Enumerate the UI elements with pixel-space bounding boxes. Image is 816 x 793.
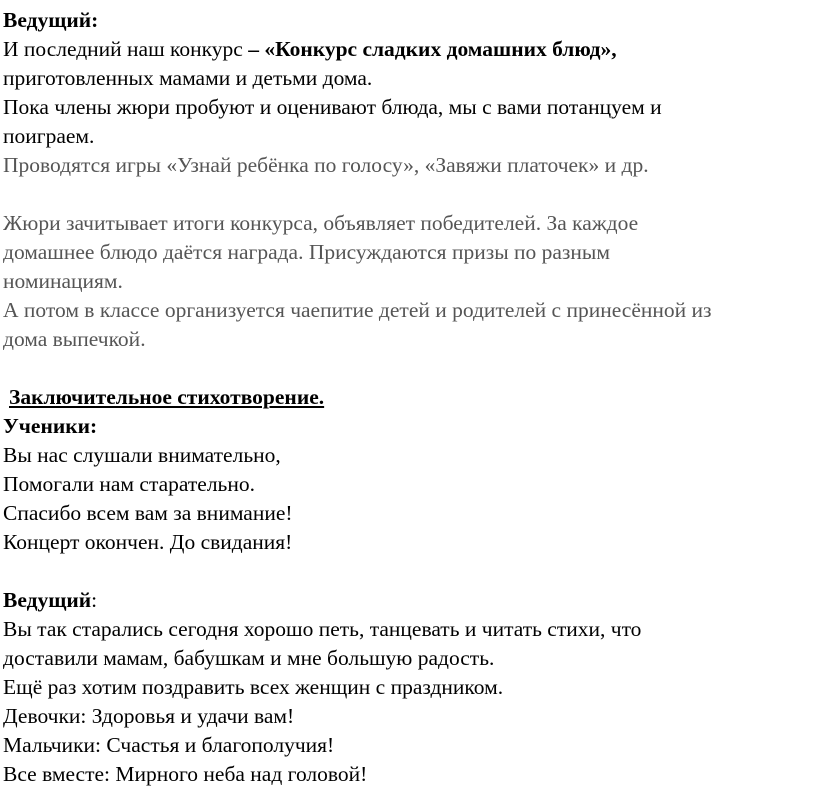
closing-line: Мальчики: Счастья и благополучия!: [3, 733, 335, 757]
closing-line: Ещё раз хотим поздравить всех женщин с праздником.: [3, 675, 504, 699]
tea-party-line: дома выпечкой.: [3, 327, 146, 351]
paragraph-line: приготовленных мамами и детьми дома.: [3, 66, 373, 90]
closing-line: Вы так старались сегодня хорошо петь, танцевать и читать стихи, что: [3, 617, 642, 641]
closing-line: доставили мамам, бабушкам и мне большую радость.: [3, 646, 495, 670]
verse-line: Помогали нам старательно.: [3, 472, 255, 496]
speaker-name: Ведущий: [3, 588, 92, 612]
blank-line: [3, 180, 811, 209]
verse-line: Вы нас слушали внимательно,: [3, 443, 281, 467]
tea-party-line: А потом в классе организуется чаепитие детей и родителей с принесённой из: [3, 298, 712, 322]
final-poem-heading-row: [3, 383, 811, 412]
contest-title: – «Конкурс сладких домашних блюд»,: [242, 37, 617, 61]
blank-line: [3, 557, 811, 586]
speaker-colon: :: [91, 588, 98, 612]
speaker-label-host-final: [3, 586, 811, 615]
paragraph-line: Пока члены жюри пробуют и оценивают блюда, мы с вами потанцуем и: [3, 95, 662, 119]
games-note: Проводятся игры «Узнай ребёнка по голосу», «Завяжи платочек» и др.: [3, 153, 649, 177]
verse-line: Концерт окончен. До свидания!: [3, 530, 293, 554]
closing-line: Девочки: Здоровья и удачи вам!: [3, 704, 295, 728]
closing-line: Все вместе: Мирного неба над головой!: [3, 762, 368, 786]
jury-paragraph-line: номинациям.: [3, 269, 123, 293]
contest-announcement: [3, 35, 811, 64]
blank-line: [3, 354, 811, 383]
announcement-text: И последний наш конкурс: [3, 37, 243, 61]
verse-line: Спасибо всем вам за внимание!: [3, 501, 293, 525]
paragraph-line: поиграем.: [3, 124, 95, 148]
document-body: [3, 6, 811, 789]
jury-paragraph-line: Жюри зачитывает итоги конкурса, объявляет победителей. За каждое: [3, 211, 639, 235]
speaker-label-host: Ведущий:: [3, 8, 99, 32]
final-poem-heading: Заключительное стихотворение.: [9, 385, 325, 409]
speaker-label-students: Ученики:: [3, 414, 98, 438]
jury-paragraph-line: домашнее блюдо даётся награда. Присуждаются призы по разным: [3, 240, 610, 264]
